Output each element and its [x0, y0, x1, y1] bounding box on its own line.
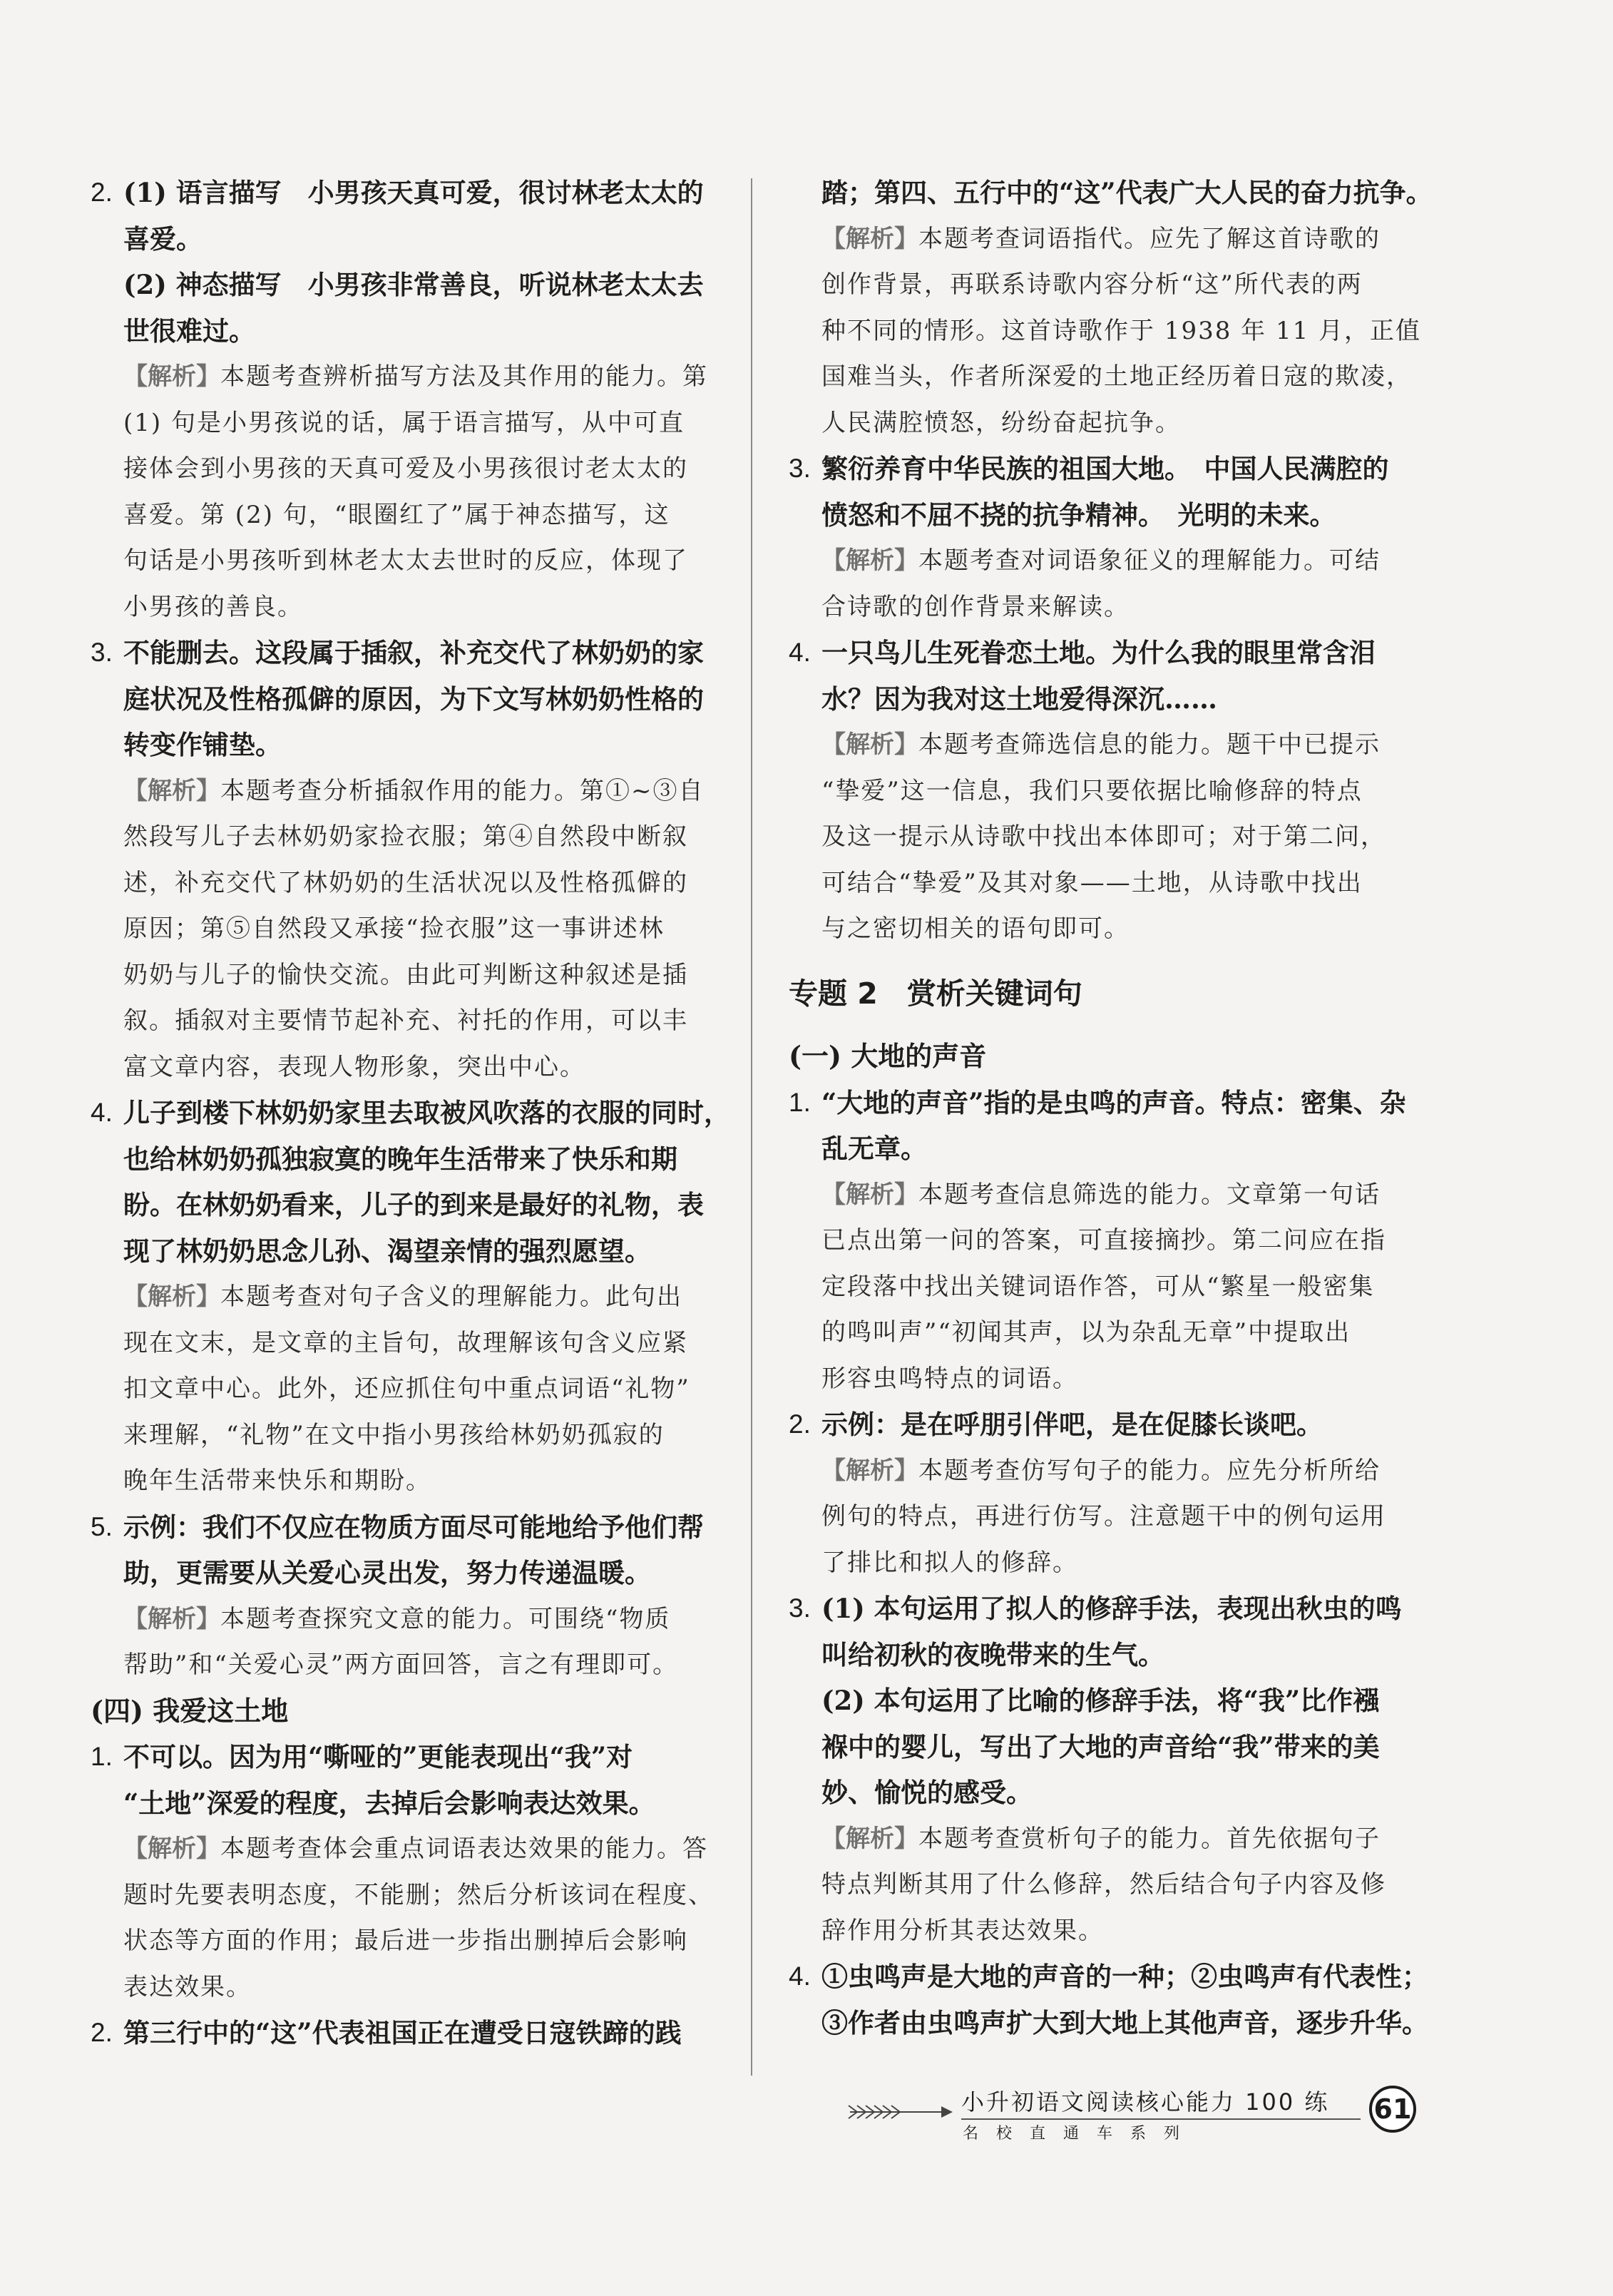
- answer-line: 不能删去。这段属于插叙，补充交代了林奶奶的家: [123, 637, 704, 668]
- analysis-text: 辞作用分析其表达效果。: [821, 1916, 1104, 1945]
- analysis-text: 本题考查分析插叙作用的能力。第①~③自: [220, 776, 705, 805]
- answer-line: 愤怒和不屈不挠的抗争精神。 光明的未来。: [821, 499, 1336, 531]
- analysis-text: 与之密切相关的语句即可。: [821, 914, 1130, 943]
- item-number: 5.: [91, 1511, 113, 1541]
- answer-line: 助，更需要从关爱心灵出发，努力传递温暖。: [123, 1557, 651, 1588]
- analysis-text: 本题考查仿写句子的能力。应先分析所给: [918, 1456, 1381, 1485]
- item-number: 3.: [91, 638, 113, 667]
- analysis-block: [821, 1816, 1416, 1954]
- answer-line: 第三行中的“这”代表祖国正在遭受日寇铁蹄的践: [123, 2017, 682, 2048]
- analysis-text: 国难当头，作者所深爱的土地正经历着日寇的欺凌，: [821, 362, 1412, 391]
- answer-line: “大地的声音”指的是虫鸣的声音。特点：密集、杂: [821, 1086, 1406, 1118]
- answer-item-1: [789, 1080, 1416, 1402]
- answer-item-4: [789, 630, 1416, 952]
- answer-line: (2) 神态描写 小男孩非常善良，听说林老太太去: [123, 269, 704, 300]
- answer-line: 转变作铺垫。: [123, 729, 282, 760]
- page-number: 61: [1369, 2086, 1416, 2133]
- analysis-text: 的鸣叫声”“初闻其声，以为杂乱无章”中提取出: [821, 1318, 1351, 1347]
- answer-item-4: [91, 1090, 730, 1504]
- analysis-block: [821, 538, 1416, 630]
- analysis-tag: 【解析】: [821, 1824, 918, 1853]
- analysis-text: 富文章内容，表现人物形象，突出中心。: [123, 1052, 585, 1081]
- analysis-text: 本题考查对句子含义的理解能力。此句出: [220, 1282, 682, 1311]
- section-heading: (一) 大地的声音: [789, 1040, 987, 1072]
- answer-item-2-continued: [789, 170, 1433, 446]
- analysis-text: 已点出第一问的答案，可直接摘抄。第二问应在指: [821, 1226, 1386, 1255]
- item-number: 4.: [789, 638, 811, 667]
- item-number: 1.: [789, 1087, 811, 1117]
- analysis-text: 形容虫鸣特点的词语。: [821, 1364, 1078, 1393]
- analysis-text: 本题考查筛选信息的能力。题干中已提示: [918, 730, 1381, 759]
- analysis-text: 合诗歌的创作背景来解读。: [821, 592, 1130, 621]
- item-number: 2.: [789, 1409, 811, 1439]
- analysis-text: 本题考查辨析描写方法及其作用的能力。第: [220, 362, 708, 391]
- answer-item-3: [91, 630, 718, 1090]
- answer-line: 庭状况及性格孤僻的原因，为下文写林奶奶性格的: [123, 683, 704, 715]
- analysis-tag: 【解析】: [821, 546, 918, 575]
- answer-line: 也给林奶奶孤独寂寞的晚年生活带来了快乐和期: [123, 1143, 677, 1175]
- analysis-text: 创作背景，再联系诗歌内容分析“这”所代表的两: [821, 270, 1363, 299]
- answer-line: 妙、愉悦的感受。: [821, 1777, 1033, 1808]
- answer-line: 水？因为我对这土地爱得深沉……: [821, 683, 1217, 715]
- analysis-text: 本题考查对词语象征义的理解能力。可结: [918, 546, 1381, 575]
- answer-line: ①虫鸣声是大地的声音的一种；②虫鸣声有代表性；: [821, 1961, 1428, 1992]
- analysis-text: 然段写儿子去林奶奶家捡衣服；第④自然段中断叙: [123, 822, 688, 851]
- answer-line: 世很难过。: [123, 315, 255, 347]
- item-number: 2.: [91, 178, 113, 207]
- analysis-text: 现在文末，是文章的主旨句，故理解该句含义应紧: [123, 1328, 688, 1357]
- analysis-tag: 【解析】: [821, 1180, 918, 1209]
- answer-line: 示例：我们不仅应在物质方面尽可能地给予他们帮: [123, 1511, 704, 1543]
- analysis-tag: 【解析】: [123, 776, 220, 805]
- answer-item-5: [91, 1504, 718, 1688]
- analysis-text: 叙。插叙对主要情节起补充、衬托的作用，可以丰: [123, 1006, 688, 1035]
- analysis-tag: 【解析】: [821, 730, 918, 759]
- analysis-text: 定段落中找出关键词语作答，可从“繁星一般密集: [821, 1272, 1375, 1301]
- answer-line: 示例：是在呼朋引伴吧，是在促膝长谈吧。: [821, 1409, 1323, 1440]
- answer-item-1: [91, 1734, 718, 2010]
- analysis-tag: 【解析】: [821, 224, 918, 253]
- answer-line: 繁衍养育中华民族的祖国大地。 中国人民满腔的: [821, 453, 1389, 484]
- analysis-text: 接体会到小男孩的天真可爱及小男孩很讨老太太的: [123, 454, 688, 483]
- item-number: 2.: [91, 2018, 113, 2047]
- analysis-text: 述，补充交代了林奶奶的生活状况以及性格孤僻的: [123, 868, 688, 897]
- analysis-text: 喜爱。第 (2) 句，“眼圈红了”属于神态描写，这: [123, 500, 670, 529]
- answer-item-3: [789, 1586, 1416, 1954]
- analysis-text: 本题考查赏析句子的能力。首先依据句子: [918, 1824, 1381, 1853]
- analysis-text: 句话是小男孩听到林老太太去世时的反应，体现了: [123, 546, 688, 575]
- column-divider: [751, 178, 752, 2076]
- analysis-text: 晚年生活带来快乐和期盼。: [123, 1466, 431, 1495]
- analysis-text: 可结合“挚爱”及其对象——土地，从诗歌中找出: [821, 868, 1363, 897]
- answer-item-4: [789, 1954, 1428, 2046]
- analysis-text: 状态等方面的作用；最后进一步指出删掉后会影响: [123, 1927, 688, 1955]
- analysis-text: 人民满腔愤怒，纷纷奋起抗争。: [821, 408, 1181, 437]
- analysis-text: (1) 句是小男孩说的话，属于语言描写，从中可直: [123, 408, 685, 437]
- analysis-text: 了排比和拟人的修辞。: [821, 1548, 1078, 1577]
- analysis-tag: 【解析】: [123, 1282, 220, 1311]
- analysis-text: 本题考查信息筛选的能力。文章第一句话: [918, 1180, 1381, 1209]
- special-topic-heading: 专题 2 赏析关键词句: [789, 976, 1082, 1011]
- analysis-block: [821, 1172, 1416, 1402]
- answer-line: 叫给初秋的夜晚带来的生气。: [821, 1638, 1164, 1670]
- analysis-text: 本题考查体会重点词语表达效果的能力。答: [220, 1835, 708, 1863]
- analysis-tag: 【解析】: [123, 1604, 220, 1633]
- analysis-text: 本题考查词语指代。应先了解这首诗歌的: [918, 224, 1381, 253]
- answer-line: (1) 语言描写 小男孩天真可爱，很讨林老太太的: [123, 177, 704, 208]
- analysis-tag: 【解析】: [821, 1456, 918, 1485]
- analysis-block: [123, 1826, 718, 2010]
- answer-line: (1) 本句运用了拟人的修辞手法，表现出秋虫的鸣: [821, 1593, 1402, 1624]
- analysis-tag: 【解析】: [123, 362, 220, 391]
- analysis-block: [123, 768, 718, 1091]
- analysis-text: 种不同的情形。这首诗歌作于 1938 年 11 月，正值: [821, 316, 1422, 345]
- item-number: 1.: [91, 1742, 113, 1771]
- answer-item-2: [789, 1402, 1416, 1586]
- analysis-text: 本题考查探究文意的能力。可围绕“物质: [220, 1604, 671, 1633]
- analysis-text: 特点判断其用了什么修辞，然后结合句子内容及修: [821, 1870, 1386, 1899]
- answer-line: 盼。在林奶奶看来，儿子的到来是最好的礼物，表: [123, 1189, 704, 1220]
- item-number: 3.: [789, 454, 811, 483]
- book-title: 小升初语文阅读核心能力 100 练: [961, 2088, 1330, 2116]
- item-number: 4.: [789, 1961, 811, 1991]
- analysis-text: 奶奶与儿子的愉快交流。由此可判断这种叙述是插: [123, 960, 688, 989]
- answer-line: 一只鸟儿生死眷恋土地。为什么我的眼里常含泪: [821, 637, 1376, 668]
- answer-line: 乱无章。: [821, 1133, 927, 1164]
- analysis-block: [821, 216, 1422, 447]
- answer-line: 不可以。因为用“嘶哑的”更能表现出“我”对: [123, 1741, 633, 1772]
- analysis-text: 例句的特点，再进行仿写。注意题干中的例句运用: [821, 1502, 1386, 1531]
- analysis-block: [123, 1274, 718, 1504]
- answer-line: 儿子到楼下林奶奶家里去取被风吹落的衣服的同时，: [123, 1097, 730, 1128]
- answer-line: 现了林奶奶思念儿孙、渴望亲情的强烈愿望。: [123, 1235, 651, 1267]
- analysis-text: “挚爱”这一信息，我们只要依据比喻修辞的特点: [821, 776, 1363, 805]
- analysis-block: [123, 354, 718, 630]
- analysis-text: 及这一提示从诗歌中找出本体即可；对于第二问，: [821, 822, 1386, 851]
- section-heading: (四) 我爱这土地: [91, 1694, 289, 1727]
- analysis-text: 扣文章中心。此外，还应抓住句中重点词语“礼物”: [123, 1374, 690, 1403]
- right-column: [789, 170, 1433, 2046]
- analysis-text: 帮助”和“关爱心灵”两方面回答，言之有理即可。: [123, 1650, 679, 1679]
- analysis-block: [821, 722, 1416, 952]
- answer-line: (2) 本句运用了比喻的修辞手法，将“我”比作襁: [821, 1685, 1380, 1716]
- analysis-text: 题时先要表明态度，不能删；然后分析该词在程度、: [123, 1880, 714, 1909]
- answer-item-2: [91, 170, 718, 630]
- footer-rule: [961, 2118, 1361, 2120]
- analysis-text: 表达效果。: [123, 1972, 252, 2001]
- analysis-block: [821, 1448, 1416, 1586]
- answer-item-2: [91, 2010, 718, 2056]
- analysis-text: 小男孩的善良。: [123, 592, 303, 621]
- answer-line: ③作者由虫鸣声扩大到大地上其他声音，逐步升华。: [821, 2006, 1428, 2039]
- analysis-block: [123, 1596, 718, 1688]
- left-column: [91, 170, 730, 2056]
- item-number: 3.: [789, 1593, 811, 1623]
- analysis-tag: 【解析】: [123, 1835, 220, 1863]
- answer-line: 褓中的婴儿，写出了大地的声音给“我”带来的美: [821, 1730, 1380, 1762]
- analysis-text: 来理解，“礼物”在文中指小男孩给林奶奶孤寂的: [123, 1420, 665, 1449]
- answer-item-3: [789, 446, 1416, 630]
- book-series: 名校直通车系列: [963, 2125, 1198, 2143]
- answer-line: “土地”深爱的程度，去掉后会影响表达效果。: [123, 1787, 655, 1819]
- answer-line: 喜爱。: [123, 223, 203, 255]
- analysis-text: 原因；第⑤自然段又承接“捡衣服”这一事讲述林: [123, 914, 665, 943]
- page-footer: [847, 2081, 1412, 2143]
- arrow-icon: [847, 2104, 954, 2120]
- answer-line: 踏；第四、五行中的“这”代表广大人民的奋力抗争。: [821, 177, 1433, 208]
- item-number: 4.: [91, 1098, 113, 1127]
